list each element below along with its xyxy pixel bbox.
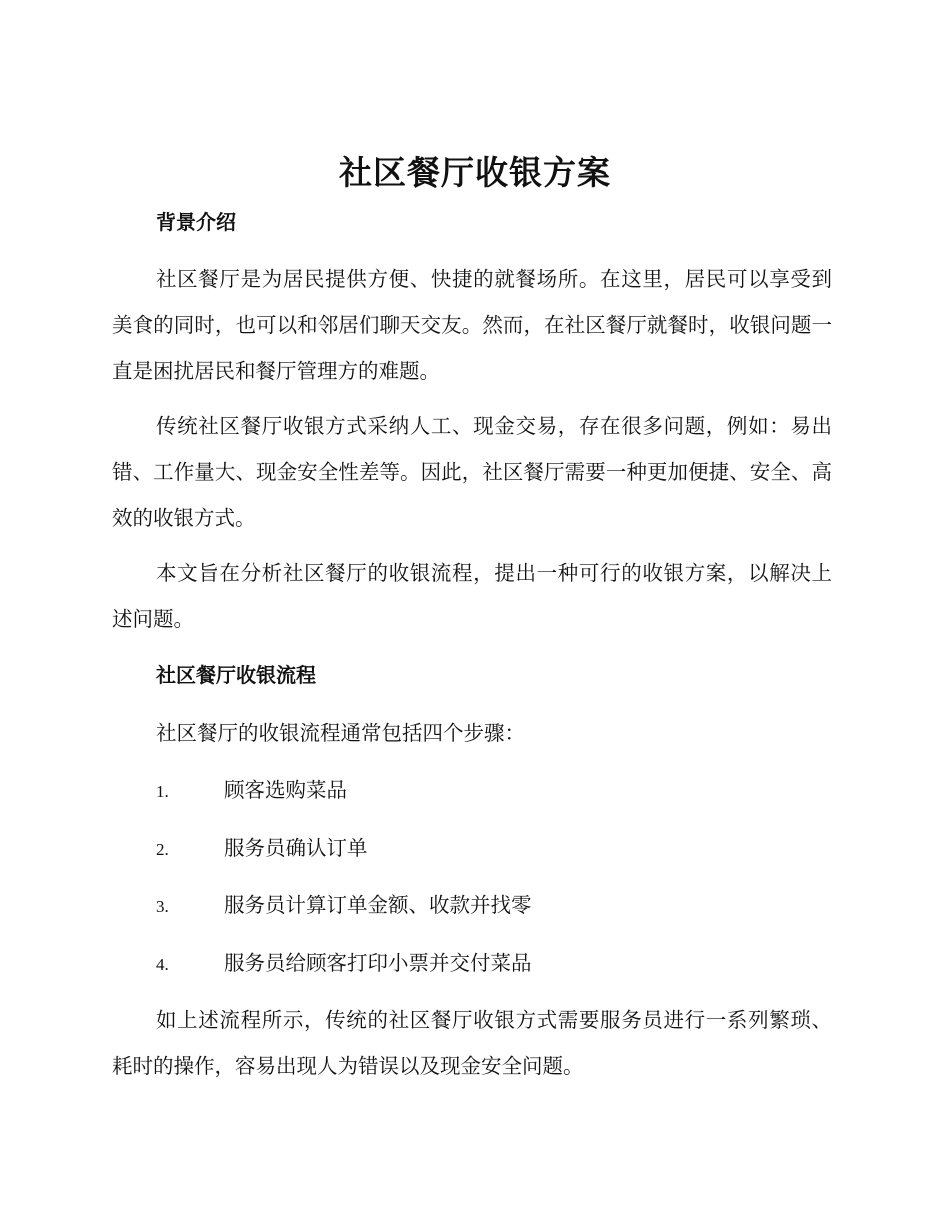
list-item [156, 776, 756, 804]
list-item-number: 1. [156, 782, 169, 801]
paragraph-conclusion: 如上述流程所示，传统的社区餐厅收银方式需要服务员进行一系列繁琐、耗时的操作，容易出现人为错误以及现金安全问题。 [112, 1008, 832, 1078]
section-heading-background: 背景介绍 [156, 210, 236, 234]
list-item-text: 顾客选购菜品 [224, 778, 347, 802]
list-item [156, 834, 756, 862]
list-item [156, 891, 756, 919]
paragraph-intro: 社区餐厅是为居民提供方便、快捷的就餐场所。在这里，居民可以享受到美食的同时，也可以和邻居们聊天交友。然而，在社区餐厅就餐时，收银问题一直是困扰居民和餐厅管理方的难题。 [112, 267, 832, 383]
list-item-number: 4. [156, 955, 169, 974]
list-item [156, 949, 756, 977]
list-item-text: 服务员计算订单金额、收款并找零 [224, 893, 532, 917]
list-item-text: 服务员给顾客打印小票并交付菜品 [224, 951, 532, 975]
list-item-text: 服务员确认订单 [224, 836, 368, 860]
list-item-number: 2. [156, 840, 169, 859]
document-title: 社区餐厅收银方案 [339, 153, 611, 192]
process-intro: 社区餐厅的收银流程通常包括四个步骤： [156, 721, 525, 745]
paragraph-traditional-problems: 传统社区餐厅收银方式采纳人工、现金交易，存在很多问题，例如：易出错、工作量大、现金安全性差等。因此，社区餐厅需要一种更加便捷、安全、高效的收银方式。 [112, 414, 832, 530]
paragraph-purpose: 本文旨在分析社区餐厅的收银流程，提出一种可行的收银方案，以解决上述问题。 [112, 561, 832, 631]
list-item-number: 3. [156, 897, 169, 916]
section-heading-process: 社区餐厅收银流程 [156, 663, 316, 687]
